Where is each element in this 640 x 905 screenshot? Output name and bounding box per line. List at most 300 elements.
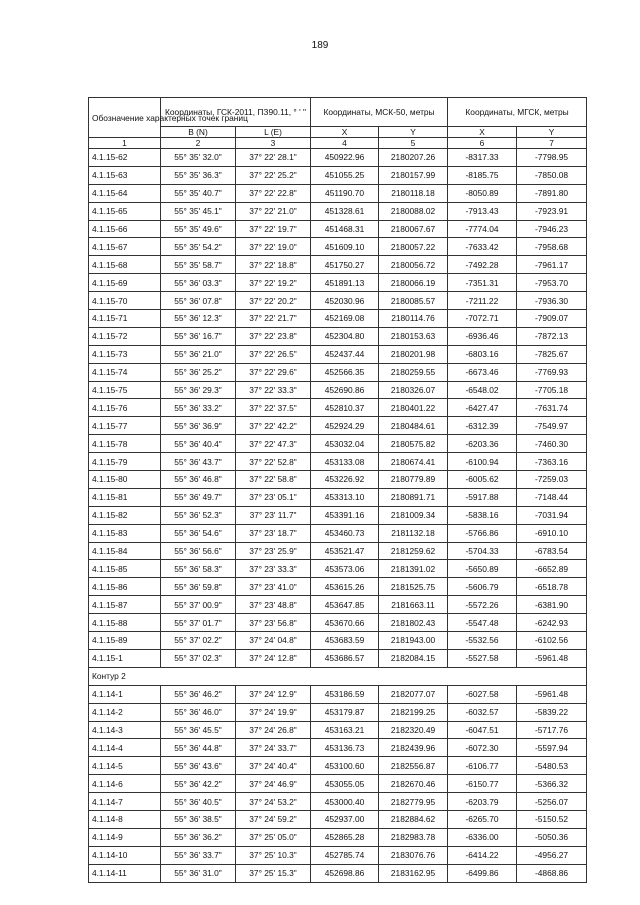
coordinate-cell: 55° 36' 42.2" (161, 775, 236, 793)
column-number: 1 (89, 138, 161, 149)
coordinate-cell: 55° 35' 40.7" (161, 184, 236, 202)
coordinate-cell: -6336.00 (448, 828, 517, 846)
coordinate-cell: -7633.42 (448, 238, 517, 256)
coordinate-cell: 452437.44 (311, 345, 379, 363)
coordinate-cell: 55° 36' 46.8" (161, 471, 236, 489)
coordinate-cell: 55° 36' 40.4" (161, 435, 236, 453)
coordinate-cell: 2180085.57 (379, 292, 448, 310)
table-row (89, 703, 587, 721)
table-row (89, 202, 587, 220)
coordinate-cell: -5527.58 (448, 649, 517, 667)
coordinate-cell: -5547.48 (448, 614, 517, 632)
coordinate-cell: -7798.95 (517, 149, 587, 167)
coordinate-cell: 2181132.18 (379, 524, 448, 542)
point-id-cell: 4.1.15-72 (89, 327, 161, 345)
point-id-cell: 4.1.15-88 (89, 614, 161, 632)
coordinate-cell: 37° 22' 20.2" (236, 292, 311, 310)
point-id-cell: 4.1.15-78 (89, 435, 161, 453)
coordinate-cell: 2180157.99 (379, 166, 448, 184)
coordinate-cell: -7631.74 (517, 399, 587, 417)
coordinate-cell: 55° 35' 49.6" (161, 220, 236, 238)
coordinate-cell: -6027.58 (448, 685, 517, 703)
coordinate-cell: 37° 22' 22.8" (236, 184, 311, 202)
coordinate-cell: 2182884.62 (379, 810, 448, 828)
coordinate-cell: 37° 24' 33.7" (236, 739, 311, 757)
coordinate-cell: 37° 22' 25.2" (236, 166, 311, 184)
point-id-cell: 4.1.15-74 (89, 363, 161, 381)
coordinate-cell: -7549.97 (517, 417, 587, 435)
coordinate-cell: -5366.32 (517, 775, 587, 793)
coordinate-cell: 453460.73 (311, 524, 379, 542)
point-id-cell: 4.1.15-75 (89, 381, 161, 399)
point-id-cell: 4.1.14-4 (89, 739, 161, 757)
table-row (89, 381, 587, 399)
coordinate-cell: -6548.02 (448, 381, 517, 399)
coordinate-cell: 37° 22' 42.2" (236, 417, 311, 435)
coordinate-cell: -7946.23 (517, 220, 587, 238)
coordinate-cell: 452785.74 (311, 846, 379, 864)
coordinate-cell: -7211.22 (448, 292, 517, 310)
coordinate-cell: 37° 24' 12.9" (236, 685, 311, 703)
table-row (89, 345, 587, 363)
coordinate-cell: 453100.60 (311, 757, 379, 775)
table-row (89, 238, 587, 256)
coordinate-cell: 55° 35' 58.7" (161, 256, 236, 274)
table-row (89, 810, 587, 828)
table-row (89, 775, 587, 793)
coordinate-cell: 2180056.72 (379, 256, 448, 274)
coordinate-cell: -6427.47 (448, 399, 517, 417)
subheader-cell: L (E) (236, 127, 311, 138)
coordinate-cell: 453163.21 (311, 721, 379, 739)
coordinate-cell: -4956.27 (517, 846, 587, 864)
table-row (89, 453, 587, 471)
coordinate-cell: 2180326.07 (379, 381, 448, 399)
coordinate-cell: 55° 36' 16.7" (161, 327, 236, 345)
coordinate-cell: -6032.57 (448, 703, 517, 721)
coordinate-cell: 55° 36' 21.0" (161, 345, 236, 363)
coordinate-cell: 2180114.76 (379, 310, 448, 328)
coordinate-cell: 2181259.62 (379, 542, 448, 560)
coordinate-cell: 37° 25' 15.3" (236, 864, 311, 882)
point-id-cell: 4.1.14-7 (89, 793, 161, 811)
point-id-cell: 4.1.15-84 (89, 542, 161, 560)
coordinate-cell: 2182983.78 (379, 828, 448, 846)
coordinate-cell: 2180201.98 (379, 345, 448, 363)
table-row (89, 846, 587, 864)
coordinate-cell: 55° 36' 58.3" (161, 560, 236, 578)
point-id-cell: 4.1.15-71 (89, 310, 161, 328)
coordinate-cell: -7825.67 (517, 345, 587, 363)
table-row (89, 292, 587, 310)
table-row (89, 166, 587, 184)
coordinate-cell: 37° 25' 05.0" (236, 828, 311, 846)
coordinate-cell: -7460.30 (517, 435, 587, 453)
coordinate-cell: -7774.04 (448, 220, 517, 238)
coordinate-cell: -6005.62 (448, 471, 517, 489)
table-body (89, 149, 587, 883)
point-id-cell: 4.1.15-80 (89, 471, 161, 489)
table-row (89, 828, 587, 846)
coordinate-cell: 55° 36' 56.6" (161, 542, 236, 560)
coordinate-cell: 2180066.19 (379, 274, 448, 292)
coordinate-cell: -5961.48 (517, 649, 587, 667)
point-id-cell: 4.1.14-1 (89, 685, 161, 703)
table-row (89, 524, 587, 542)
table-row (89, 739, 587, 757)
table-row (89, 184, 587, 202)
subheader-cell: Y (517, 127, 587, 138)
coordinate-cell: -7072.71 (448, 310, 517, 328)
coordinate-cell: -6106.77 (448, 757, 517, 775)
coordinate-cell: 55° 35' 36.3" (161, 166, 236, 184)
coordinate-cell: 451055.25 (311, 166, 379, 184)
coordinate-cell: -5050.36 (517, 828, 587, 846)
coordinate-cell: 2180674.41 (379, 453, 448, 471)
coordinate-cell: 55° 36' 46.2" (161, 685, 236, 703)
coordinate-cell: -6803.16 (448, 345, 517, 363)
subheader-cell: X (448, 127, 517, 138)
table-row (89, 721, 587, 739)
table-row (89, 435, 587, 453)
subheader-cell: Y (379, 127, 448, 138)
coordinate-cell: -6783.54 (517, 542, 587, 560)
coordinate-cell: 55° 36' 43.7" (161, 453, 236, 471)
coordinate-cell: -6381.90 (517, 596, 587, 614)
coordinate-cell: -5961.48 (517, 685, 587, 703)
table-row (89, 864, 587, 882)
coordinate-cell: 55° 36' 12.3" (161, 310, 236, 328)
coordinate-cell: 37° 22' 28.1" (236, 149, 311, 167)
coordinate-cell: -6102.56 (517, 632, 587, 650)
coordinate-cell: 2182779.95 (379, 793, 448, 811)
point-id-cell: 4.1.15-81 (89, 488, 161, 506)
coordinate-cell: 37° 22' 19.7" (236, 220, 311, 238)
table-row (89, 614, 587, 632)
coordinate-cell: 452924.29 (311, 417, 379, 435)
coordinate-cell: 2180057.22 (379, 238, 448, 256)
coordinate-cell: -6652.89 (517, 560, 587, 578)
coordinate-cell: 451891.13 (311, 274, 379, 292)
coordinate-cell: 55° 37' 02.3" (161, 649, 236, 667)
coordinate-cell: -5766.86 (448, 524, 517, 542)
table-row (89, 327, 587, 345)
coordinate-cell: 37° 23' 18.7" (236, 524, 311, 542)
coordinate-cell: 55° 36' 59.8" (161, 578, 236, 596)
column-number: 6 (448, 138, 517, 149)
coordinate-cell: 451190.70 (311, 184, 379, 202)
point-id-cell: 4.1.14-6 (89, 775, 161, 793)
coordinate-cell: -5838.16 (448, 506, 517, 524)
coordinate-cell: 55° 36' 43.6" (161, 757, 236, 775)
coordinate-cell: 37° 22' 19.2" (236, 274, 311, 292)
coordinate-cell: 452810.37 (311, 399, 379, 417)
point-id-cell: 4.1.15-82 (89, 506, 161, 524)
coordinate-cell: 2183076.76 (379, 846, 448, 864)
coordinate-cell: -6673.46 (448, 363, 517, 381)
coordinate-cell: 37° 23' 11.7" (236, 506, 311, 524)
section-row (89, 667, 587, 685)
subheader-cell: X (311, 127, 379, 138)
coordinate-cell: 55° 36' 44.8" (161, 739, 236, 757)
coordinate-cell: -5606.79 (448, 578, 517, 596)
table-row (89, 417, 587, 435)
table-row (89, 560, 587, 578)
coordinate-cell: 37° 22' 19.0" (236, 238, 311, 256)
table-row (89, 578, 587, 596)
coordinate-cell: 2180118.18 (379, 184, 448, 202)
coordinate-cell: 55° 36' 52.3" (161, 506, 236, 524)
coordinate-cell: 55° 36' 49.7" (161, 488, 236, 506)
point-id-cell: 4.1.15-69 (89, 274, 161, 292)
coordinate-cell: -6072.30 (448, 739, 517, 757)
coordinate-cell: 2182077.07 (379, 685, 448, 703)
coordinate-cell: 453000.40 (311, 793, 379, 811)
coordinate-cell: 2181663.11 (379, 596, 448, 614)
coordinate-cell: -7259.03 (517, 471, 587, 489)
point-id-cell: 4.1.15-86 (89, 578, 161, 596)
point-id-cell: 4.1.15-77 (89, 417, 161, 435)
coordinate-cell: 55° 36' 31.0" (161, 864, 236, 882)
coordinate-cell: 453647.85 (311, 596, 379, 614)
coordinate-cell: 55° 36' 03.3" (161, 274, 236, 292)
coordinate-cell: -7769.93 (517, 363, 587, 381)
coordinate-cell: -8317.33 (448, 149, 517, 167)
table-row (89, 757, 587, 775)
coordinate-cell: -7936.30 (517, 292, 587, 310)
coordinate-cell: 2180088.02 (379, 202, 448, 220)
point-id-cell: 4.1.15-73 (89, 345, 161, 363)
table-row (89, 310, 587, 328)
coordinate-cell: 37° 22' 18.8" (236, 256, 311, 274)
coordinate-cell: -8050.89 (448, 184, 517, 202)
coordinate-cell: 452690.86 (311, 381, 379, 399)
coordinate-cell: 453032.04 (311, 435, 379, 453)
coordinate-cell: 55° 36' 33.7" (161, 846, 236, 864)
coordinate-cell: 2180779.89 (379, 471, 448, 489)
coordinate-cell: -5532.56 (448, 632, 517, 650)
coordinate-cell: 450922.96 (311, 149, 379, 167)
point-id-cell: 4.1.15-64 (89, 184, 161, 202)
coordinate-cell: 55° 36' 54.6" (161, 524, 236, 542)
coordinate-cell: -7031.94 (517, 506, 587, 524)
coordinate-cell: 453683.59 (311, 632, 379, 650)
coordinate-cell: -7909.07 (517, 310, 587, 328)
coordinate-cell: -5704.33 (448, 542, 517, 560)
column-number: 7 (517, 138, 587, 149)
table-row (89, 471, 587, 489)
coordinates-table (88, 97, 587, 883)
coordinate-cell: 37° 23' 48.8" (236, 596, 311, 614)
coordinate-cell: 453136.73 (311, 739, 379, 757)
coordinate-cell: 37° 22' 37.5" (236, 399, 311, 417)
coordinate-cell: 453313.10 (311, 488, 379, 506)
page-number: 189 (311, 40, 329, 51)
point-id-cell: 4.1.15-85 (89, 560, 161, 578)
table-row (89, 649, 587, 667)
coordinate-cell: -7953.70 (517, 274, 587, 292)
coordinate-cell: -7923.91 (517, 202, 587, 220)
coordinate-cell: -5650.89 (448, 560, 517, 578)
coordinate-cell: 452698.86 (311, 864, 379, 882)
coordinate-cell: 453686.57 (311, 649, 379, 667)
coordinate-cell: 37° 24' 40.4" (236, 757, 311, 775)
coordinate-cell: -6499.86 (448, 864, 517, 882)
coordinate-cell: -6518.78 (517, 578, 587, 596)
coordinate-cell: 452030.96 (311, 292, 379, 310)
table-row (89, 506, 587, 524)
subheader-cell: B (N) (161, 127, 236, 138)
header-point-designation: Обозначение характерных точек границ (89, 98, 161, 138)
coordinate-cell: 453133.08 (311, 453, 379, 471)
point-id-cell: 4.1.15-87 (89, 596, 161, 614)
coordinate-cell: 2182084.15 (379, 649, 448, 667)
point-id-cell: 4.1.15-66 (89, 220, 161, 238)
point-id-cell: 4.1.15-76 (89, 399, 161, 417)
point-id-cell: 4.1.15-70 (89, 292, 161, 310)
coordinate-cell: -6414.22 (448, 846, 517, 864)
coordinate-cell: 453186.59 (311, 685, 379, 703)
table-row (89, 542, 587, 560)
coordinate-cell: 453055.05 (311, 775, 379, 793)
coordinate-cell: -6100.94 (448, 453, 517, 471)
coordinate-cell: 37° 24' 59.2" (236, 810, 311, 828)
point-id-cell: 4.1.15-62 (89, 149, 161, 167)
coordinate-cell: 2182320.49 (379, 721, 448, 739)
coordinate-cell: 2180067.67 (379, 220, 448, 238)
coordinate-cell: 55° 36' 45.5" (161, 721, 236, 739)
header-msk-coordinates: Координаты, МСК-50, метры (311, 98, 448, 127)
coordinate-cell: 453615.26 (311, 578, 379, 596)
coordinate-cell: 2183162.95 (379, 864, 448, 882)
coordinate-cell: 37° 22' 33.3" (236, 381, 311, 399)
coordinate-cell: 55° 36' 29.3" (161, 381, 236, 399)
coordinate-cell: 2180259.55 (379, 363, 448, 381)
coordinate-cell: 55° 36' 46.0" (161, 703, 236, 721)
point-id-cell: 4.1.15-1 (89, 649, 161, 667)
coordinate-cell: 451750.27 (311, 256, 379, 274)
header-gsk-coordinates: Координаты, ГСК-2011, ПЗ90.11, ° ' " (161, 98, 311, 127)
coordinate-cell: 451609.10 (311, 238, 379, 256)
table-row (89, 596, 587, 614)
coordinate-cell: -7351.31 (448, 274, 517, 292)
coordinate-cell: 452937.00 (311, 810, 379, 828)
coordinate-cell: 55° 36' 38.5" (161, 810, 236, 828)
point-id-cell: 4.1.14-3 (89, 721, 161, 739)
coordinate-cell: -5717.76 (517, 721, 587, 739)
coordinate-cell: 2181009.34 (379, 506, 448, 524)
point-id-cell: 4.1.15-89 (89, 632, 161, 650)
point-id-cell: 4.1.15-79 (89, 453, 161, 471)
coordinate-cell: -5917.88 (448, 488, 517, 506)
coordinate-cell: 2182556.87 (379, 757, 448, 775)
coordinate-cell: 453521.47 (311, 542, 379, 560)
coordinate-cell: -6910.10 (517, 524, 587, 542)
coordinate-cell: 2181802.43 (379, 614, 448, 632)
coordinate-cell: -5256.07 (517, 793, 587, 811)
coordinate-cell: 37° 22' 52.8" (236, 453, 311, 471)
coordinate-cell: 451328.61 (311, 202, 379, 220)
coordinate-cell: 55° 36' 36.9" (161, 417, 236, 435)
header-mgsk-coordinates: Координаты, МГСК, метры (448, 98, 587, 127)
coordinate-cell: -7363.16 (517, 453, 587, 471)
coordinate-cell: 452865.28 (311, 828, 379, 846)
coordinate-cell: 37° 24' 26.8" (236, 721, 311, 739)
coordinate-cell: 55° 37' 02.2" (161, 632, 236, 650)
coordinate-cell: -7872.13 (517, 327, 587, 345)
column-number: 3 (236, 138, 311, 149)
table-row (89, 793, 587, 811)
coordinate-cell: 37° 22' 21.7" (236, 310, 311, 328)
table-row (89, 220, 587, 238)
coordinate-cell: 37° 22' 21.0" (236, 202, 311, 220)
coordinate-cell: 37° 24' 12.8" (236, 649, 311, 667)
coordinate-cell: 452169.08 (311, 310, 379, 328)
coordinate-cell: 37° 25' 10.3" (236, 846, 311, 864)
coordinate-cell: -5597.94 (517, 739, 587, 757)
coordinate-cell: 55° 35' 54.2" (161, 238, 236, 256)
point-id-cell: 4.1.14-2 (89, 703, 161, 721)
coordinate-cell: 37° 24' 53.2" (236, 793, 311, 811)
coordinate-cell: 55° 35' 45.1" (161, 202, 236, 220)
coordinate-cell: 2180401.22 (379, 399, 448, 417)
coordinate-cell: 55° 36' 33.2" (161, 399, 236, 417)
coordinate-cell: 37° 22' 47.3" (236, 435, 311, 453)
coordinate-cell: 453670.66 (311, 614, 379, 632)
column-number: 5 (379, 138, 448, 149)
column-number: 4 (311, 138, 379, 149)
coordinate-cell: 2181943.00 (379, 632, 448, 650)
coordinate-cell: 451468.31 (311, 220, 379, 238)
coordinate-cell: 37° 24' 46.9" (236, 775, 311, 793)
point-id-cell: 4.1.14-10 (89, 846, 161, 864)
coordinate-cell: -6312.39 (448, 417, 517, 435)
coordinate-cell: -6265.70 (448, 810, 517, 828)
coordinate-cell: -5572.26 (448, 596, 517, 614)
point-id-cell: 4.1.15-68 (89, 256, 161, 274)
coordinate-cell: 452304.80 (311, 327, 379, 345)
coordinate-cell: 2181391.02 (379, 560, 448, 578)
coordinate-cell: -5150.52 (517, 810, 587, 828)
table-row (89, 363, 587, 381)
coordinate-cell: 2180153.63 (379, 327, 448, 345)
coordinate-cell: -7958.68 (517, 238, 587, 256)
coordinate-cell: 37° 22' 29.6" (236, 363, 311, 381)
coordinate-cell: 2182439.96 (379, 739, 448, 757)
coordinate-cell: -6242.93 (517, 614, 587, 632)
coordinate-cell: 2180207.26 (379, 149, 448, 167)
coordinate-cell: 37° 23' 25.9" (236, 542, 311, 560)
table-row (89, 488, 587, 506)
coordinate-cell: 55° 36' 36.2" (161, 828, 236, 846)
point-id-cell: 4.1.15-63 (89, 166, 161, 184)
table-row (89, 256, 587, 274)
table-row (89, 399, 587, 417)
point-id-cell: 4.1.14-9 (89, 828, 161, 846)
coordinate-cell: -6203.79 (448, 793, 517, 811)
coordinate-cell: 55° 37' 01.7" (161, 614, 236, 632)
coordinate-cell: 2180891.71 (379, 488, 448, 506)
coordinate-cell: 37° 24' 19.9" (236, 703, 311, 721)
coordinate-cell: 2182670.46 (379, 775, 448, 793)
coordinate-cell: -7492.28 (448, 256, 517, 274)
coordinate-cell: -7961.17 (517, 256, 587, 274)
coordinate-cell: -5839.22 (517, 703, 587, 721)
column-number: 2 (161, 138, 236, 149)
coordinate-cell: 2182199.25 (379, 703, 448, 721)
coordinate-cell: 2181525.75 (379, 578, 448, 596)
coordinate-cell: 453179.87 (311, 703, 379, 721)
